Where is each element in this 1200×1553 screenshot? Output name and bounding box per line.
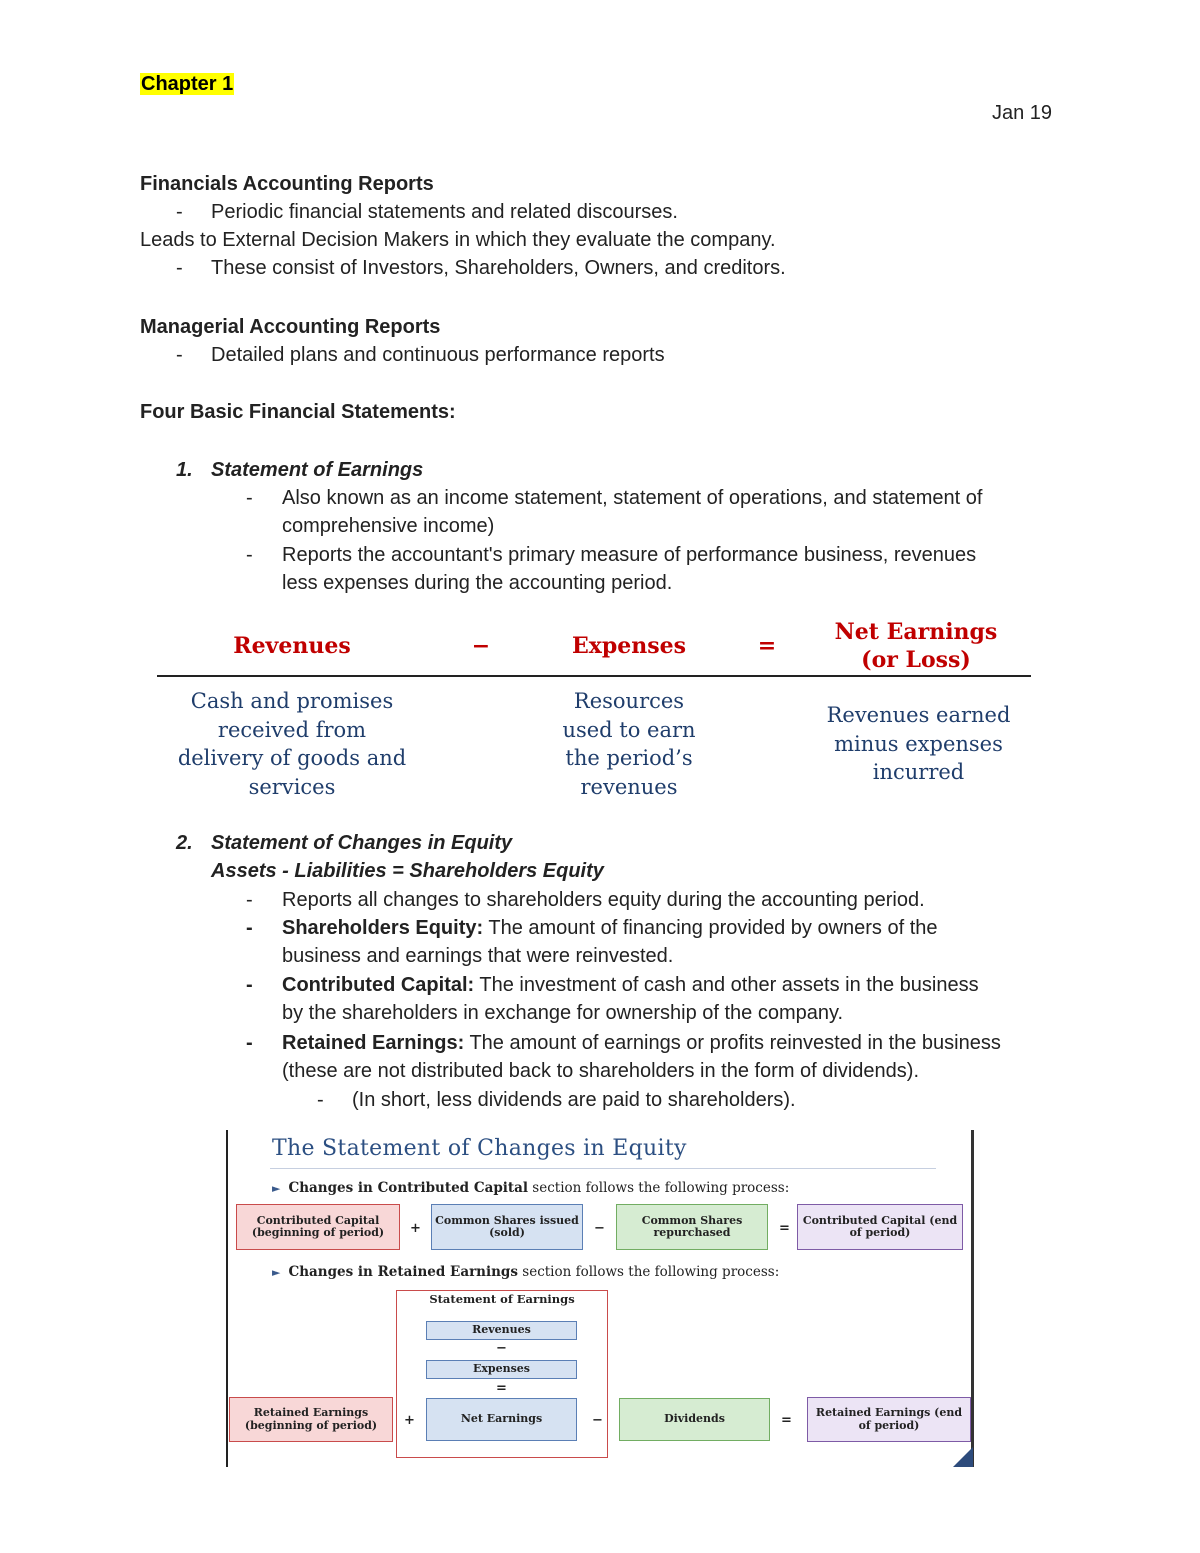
statement-1-title: Statement of Earnings [211,459,424,481]
triangle-bullet-icon: ► [272,1266,281,1279]
cc-end-box: Contributed Capital (end of period) [797,1204,963,1250]
bullet-dash: - [246,889,253,911]
retained-earnings-subheading [272,1264,779,1280]
revenues-description [162,687,422,801]
expenses-description [529,687,729,801]
statement-of-earnings-label: Statement of Earnings [429,1292,575,1306]
statement-2-number: 2. [176,832,193,854]
net-desc-line: incurred [872,760,965,784]
statement-2-title: Statement of Changes in Equity [211,832,513,854]
contributed-capital-definition: The investment of cash and other assets in the business [474,974,979,996]
revenues-box: Revenues [426,1321,577,1340]
chapter-highlight: Chapter 1 [141,73,234,95]
retained-sub-bold: Changes in Retained Earnings [288,1264,518,1280]
equation-minus: − [471,633,491,659]
minus-operator: − [594,1221,605,1236]
figure-right-border [971,1130,974,1467]
managerial-reports-heading: Managerial Accounting Reports [140,316,441,338]
figure-title: The Statement of Changes in Equity [272,1136,687,1161]
bullet-dash: - [317,1089,324,1111]
plus-operator: + [410,1221,421,1236]
equals-operator: = [781,1413,792,1428]
triangle-bullet-icon: ► [272,1182,281,1195]
revenues-desc-line: Cash and promises [190,689,394,713]
financial-bullet-2: These consist of Investors, Shareholders, Owners, and creditors. [211,257,786,279]
statement-1-number: 1. [176,459,193,481]
statement-2-bullet-2-line-1 [282,914,938,942]
re-end-box: Retained Earnings (end of period) [807,1397,971,1442]
equals-operator: = [496,1381,507,1396]
net-earnings-line-1: Net Earnings [834,619,998,645]
statement-2-sub-bullet: (In short, less dividends are paid to shareholders). [352,1089,796,1111]
shareholders-equity-definition: The amount of financing provided by owners of the [483,917,938,939]
bullet-dash: - [176,344,183,366]
managerial-bullet-1: Detailed plans and continuous performance reports [211,344,665,366]
retained-earnings-term: Retained Earnings: [282,1032,465,1054]
figure-corner-accent [953,1447,973,1467]
chapter-label [140,70,234,98]
minus-operator: − [496,1341,507,1356]
bullet-dash: - [176,201,183,223]
cc-begin-box: Contributed Capital (beginning of period) [236,1204,400,1250]
plus-operator: + [404,1413,415,1428]
net-earnings-line-2: (or Loss) [861,647,971,673]
shares-repurchased-box: Common Shares repurchased [616,1204,768,1250]
figure-left-border [226,1130,228,1467]
bullet-dash: - [246,917,253,939]
equity-figure [226,1130,976,1467]
statement-2-bullet-1: Reports all changes to shareholders equity during the accounting period. [282,889,925,911]
equation-divider [157,675,1031,677]
retained-sub-rest: section follows the following process: [517,1264,780,1280]
revenues-desc-line: delivery of goods and [177,746,407,770]
statement-2-bullet-3-line-2: by the shareholders in exchange for ownership of the company. [282,1002,844,1024]
statement-1-bullet-1-line-2: comprehensive income) [282,515,495,537]
equals-operator: = [779,1221,790,1236]
statement-1-bullet-2-line-1: Reports the accountant's primary measure of performance business, revenues [282,544,977,566]
equation-revenues: Revenues [233,633,351,659]
bullet-dash: - [246,1032,253,1054]
equation-equals: = [757,633,777,659]
statement-2-bullet-4-line-1 [282,1029,1001,1057]
net-earnings-box: Net Earnings [426,1398,577,1441]
expenses-desc-line: revenues [580,774,678,799]
equation-net-earnings [806,618,1026,674]
shareholders-equity-term: Shareholders Equity: [282,917,484,939]
expenses-desc-line: the period’s [565,746,693,770]
financial-reports-heading: Financials Accounting Reports [140,173,434,195]
statement-1-bullet-2-line-2: less expenses during the accounting period. [282,572,673,594]
retained-earnings-definition: The amount of earnings or profits reinvested in the business [464,1032,1001,1054]
contributed-sub-rest: section follows the following process: [528,1180,790,1196]
financial-bullet-1: Periodic financial statements and related discourses. [211,201,678,223]
contributed-capital-subheading [272,1180,789,1196]
dividends-box: Dividends [619,1398,770,1441]
shares-issued-box: Common Shares issued (sold) [431,1204,583,1250]
statement-2-formula: Assets - Liabilities = Shareholders Equity [211,860,604,882]
revenues-desc-line: services [248,774,336,799]
equation-expenses: Expenses [571,633,687,659]
four-statements-heading: Four Basic Financial Statements: [140,401,456,423]
financial-note: Leads to External Decision Makers in which they evaluate the company. [140,229,776,251]
contributed-capital-term: Contributed Capital: [282,974,475,996]
net-earnings-description [796,701,1041,787]
contributed-sub-bold: Changes in Contributed Capital [288,1180,528,1196]
statement-2-bullet-2-line-2: business and earnings that were reinvested. [282,945,674,967]
minus-operator: − [592,1413,603,1428]
figure-title-rule [270,1168,936,1169]
re-begin-box: Retained Earnings (beginning of period) [229,1397,393,1442]
date-label: Jan 19 [992,102,1053,124]
expenses-desc-line: used to earn [562,717,696,742]
bullet-dash: - [246,974,253,996]
statement-1-bullet-1-line-1: Also known as an income statement, statement of operations, and statement of [282,487,983,509]
revenues-desc-line: received from [217,717,367,742]
bullet-dash: - [246,544,253,566]
net-desc-line: Revenues earned [826,703,1011,727]
net-desc-line: minus expenses [834,731,1003,756]
bullet-dash: - [246,487,253,509]
statement-2-bullet-4-line-2: (these are not distributed back to shareholders in the form of dividends). [282,1060,920,1082]
statement-2-bullet-3-line-1 [282,971,979,999]
expenses-box: Expenses [426,1360,577,1379]
bullet-dash: - [176,257,183,279]
expenses-desc-line: Resources [573,689,685,713]
